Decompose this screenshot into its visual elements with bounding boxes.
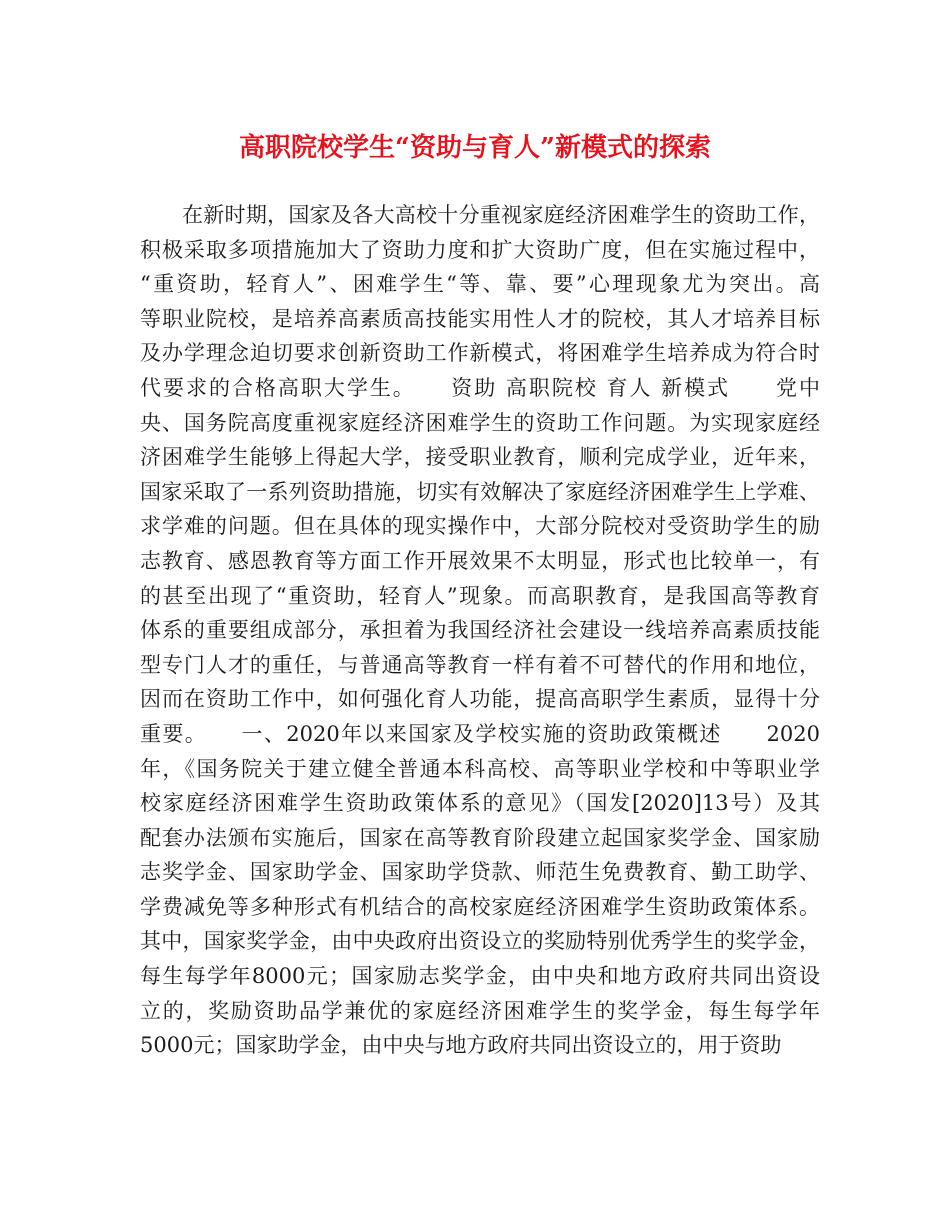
body-line: 学费减免等多种形式有机结合的高校家庭经济困难学生资助政策体系。: [140, 894, 820, 919]
body-line: 的甚至出现了“重资助，轻育人”现象。而高职教育，是我国高等教育: [140, 583, 820, 608]
body-line: 其中，国家奖学金，由中央政府出资设立的奖励特别优秀学生的奖学金，: [140, 929, 820, 954]
body-line: 国家采取了一系列资助措施，切实有效解决了家庭经济困难学生上学难、: [140, 479, 820, 504]
body-line: 及办学理念迫切要求创新资助工作新模式，将困难学生培养成为符合时: [140, 341, 820, 366]
body-line: 求学难的问题。但在具体的现实操作中，大部分院校对受资助学生的励: [140, 514, 820, 539]
body-line: 年，《国务院关于建立健全普通本科高校、高等职业学校和中等职业学: [140, 756, 820, 781]
body-line: 志教育、感恩教育等方面工作开展效果不太明显，形式也比较单一，有: [140, 548, 820, 573]
document-body: [140, 198, 820, 1063]
body-line: 每生每学年8000元；国家励志奖学金，由中央和地方政府共同出资设: [140, 964, 820, 989]
body-line: 因而在资助工作中，如何强化育人功能，提高高职学生素质，显得十分: [140, 687, 820, 712]
body-line: 积极采取多项措施加大了资助力度和扩大资助广度，但在实施过程中，: [140, 237, 820, 262]
body-line: 5000元；国家助学金，由中央与地方政府共同出资设立的，用于资助: [140, 1033, 782, 1058]
body-line: “重资助，轻育人”、困难学生“等、靠、要”心理现象尤为突出。高: [140, 272, 820, 297]
body-line: 型专门人才的重任，与普通高等教育一样有着不可替代的作用和地位，: [140, 652, 820, 677]
body-line: 央、国务院高度重视家庭经济困难学生的资助工作问题。为实现家庭经: [140, 410, 820, 435]
document-title: 高职院校学生“资助与育人”新模式的探索: [239, 133, 711, 163]
body-line: 等职业院校，是培养高素质高技能实用性人才的院校，其人才培养目标: [140, 306, 820, 331]
body-line: 志奖学金、国家助学金、国家助学贷款、师范生免费教育、勤工助学、: [140, 860, 820, 885]
body-line: 代要求的合格高职大学生。 资助 高职院校 育人 新模式 党中: [140, 375, 820, 400]
body-line: 配套办法颁布实施后，国家在高等教育阶段建立起国家奖学金、国家励: [140, 825, 820, 850]
body-line: 立的，奖励资助品学兼优的家庭经济困难学生的奖学金，每生每学年: [140, 998, 820, 1023]
body-line: 在新时期，国家及各大高校十分重视家庭经济困难学生的资助工作，: [182, 203, 820, 227]
body-line: 体系的重要组成部分，承担着为我国经济社会建设一线培养高素质技能: [140, 618, 820, 643]
body-line: 济困难学生能够上得起大学，接受职业教育，顺利完成学业，近年来，: [140, 445, 820, 470]
body-line: 重要。 一、2020年以来国家及学校实施的资助政策概述 2020: [140, 721, 820, 746]
body-line: 校家庭经济困难学生资助政策体系的意见》（国发[2020]13号）及其: [140, 791, 820, 816]
